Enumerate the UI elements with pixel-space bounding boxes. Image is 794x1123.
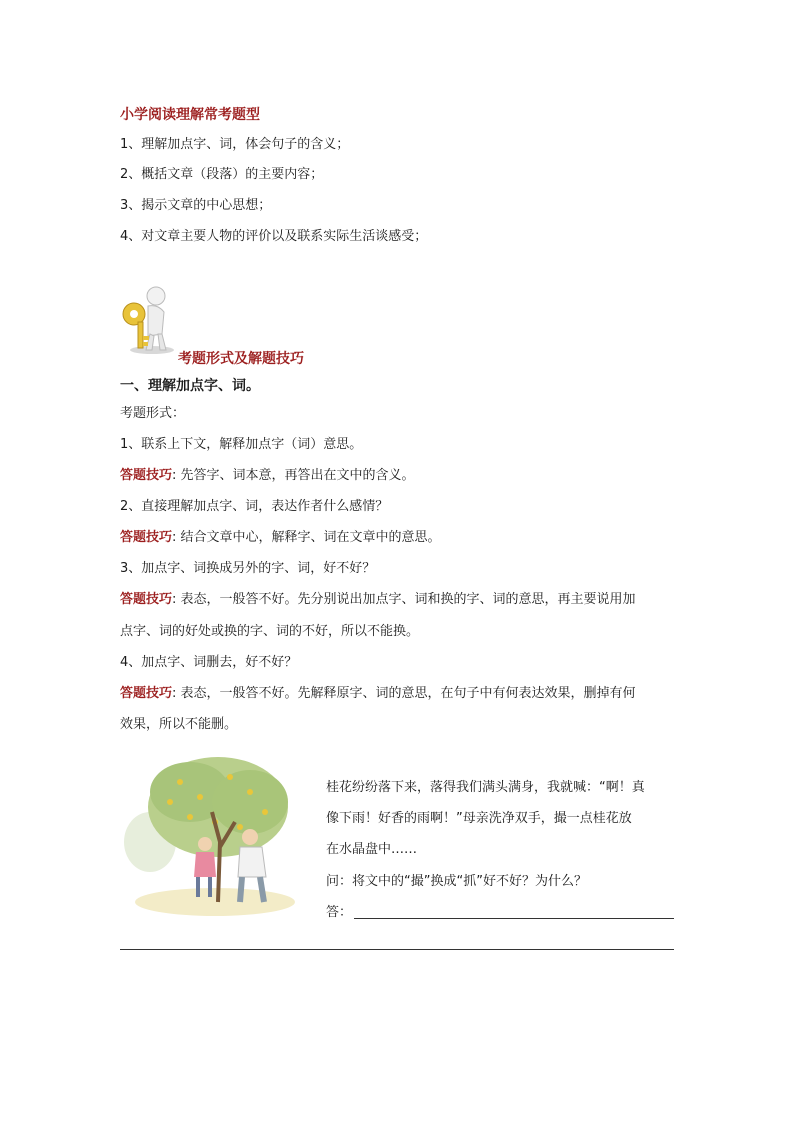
example-line-3: 在水晶盘中…… <box>326 842 418 857</box>
form-label: 考题形式： <box>120 406 186 421</box>
example-line-1: 桂花纷纷落下来，落得我们满头满身，我就喊：“啊！真 <box>326 780 645 795</box>
example-question: 问：将文中的“撮”换成“抓”好不好？为什么？ <box>326 874 587 889</box>
item-4-tip <box>120 686 636 702</box>
question-type-3: 3、揭示文章的中心思想； <box>120 198 272 213</box>
section-title: 考题形式及解题技巧 <box>178 351 304 367</box>
section-heading: 一、理解加点字、词。 <box>120 378 260 394</box>
answer-line-1[interactable] <box>354 918 674 919</box>
item-3-tip-cont: 点字、词的好处或换的字、词的不好，所以不能换。 <box>120 624 420 639</box>
question-type-4: 4、对文章主要人物的评价以及联系实际生活谈感受； <box>120 229 428 244</box>
item-1-tip <box>120 468 415 484</box>
item-3-question: 3、加点字、词换成另外的字、词，好不好？ <box>120 561 376 576</box>
tip-label: 答题技巧 <box>120 530 173 545</box>
tip-label: 答题技巧 <box>120 686 173 701</box>
osmanthus-tree-illustration <box>120 752 300 920</box>
tip-text: : 表态，一般答不好。先解释原字、词的意思，在句子中有何表达效果，删掉有何 <box>172 686 636 701</box>
answer-label: 答： <box>326 905 353 920</box>
tip-text: : 表态，一般答不好。先分别说出加点字、词和换的字、词的意思，再主要说用加 <box>172 592 636 607</box>
item-4-tip-cont: 效果，所以不能删。 <box>120 717 238 732</box>
tip-label: 答题技巧 <box>120 468 173 483</box>
question-type-2: 2、概括文章（段落）的主要内容； <box>120 167 324 182</box>
item-4-question: 4、加点字、词删去，好不好？ <box>120 655 298 670</box>
item-2-tip <box>120 530 441 546</box>
item-3-tip <box>120 592 636 608</box>
item-2-question: 2、直接理解加点字、词，表达作者什么感情？ <box>120 499 389 514</box>
tip-text: : 结合文章中心，解释字、词在文章中的意思。 <box>172 530 441 545</box>
tip-text: : 先答字、词本意，再答出在文中的含义。 <box>172 468 415 483</box>
item-1-question: 1、联系上下文，解释加点字（词）意思。 <box>120 437 363 452</box>
example-line-2: 像下雨！好香的雨啊！”母亲洗净双手，撮一点桂花放 <box>326 811 632 826</box>
question-type-1: 1、理解加点字、词，体会句子的含义； <box>120 137 350 152</box>
tip-label: 答题技巧 <box>120 592 173 607</box>
key-person-icon <box>118 284 180 356</box>
page-title: 小学阅读理解常考题型 <box>120 107 260 123</box>
answer-line-2[interactable] <box>120 949 674 950</box>
